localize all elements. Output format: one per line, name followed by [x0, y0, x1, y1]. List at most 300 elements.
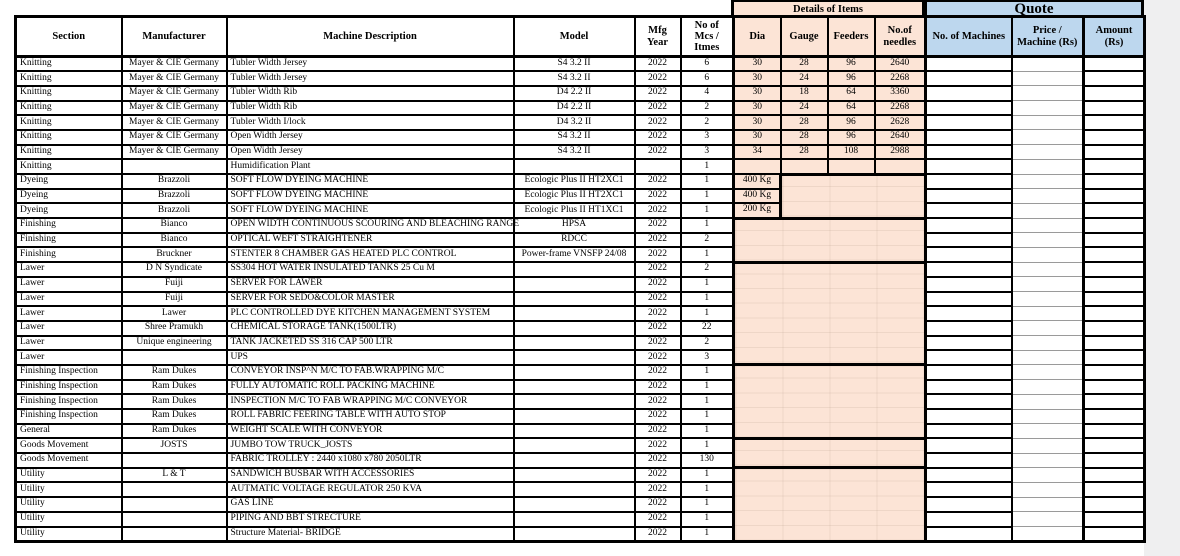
cell-model[interactable] [514, 424, 635, 439]
details-merged-region[interactable] [734, 218, 926, 262]
cell-gauge[interactable] [781, 159, 828, 174]
details-of-items-band[interactable] [731, 0, 924, 16]
cell-qty[interactable]: 1 [681, 174, 734, 189]
cell-no-of-machines[interactable] [926, 189, 1012, 204]
cell-mfg-year[interactable]: 2022 [635, 380, 681, 395]
cell-machine-description[interactable]: Open Width Jersey [227, 130, 514, 145]
cell-no-of-machines[interactable] [926, 277, 1012, 292]
cell-amount[interactable] [1084, 453, 1145, 468]
cell-mfg-year[interactable]: 2022 [635, 277, 681, 292]
cell-dia[interactable] [734, 159, 781, 174]
cell-gauge[interactable]: 24 [781, 101, 828, 116]
cell-price-per-machine[interactable] [1012, 262, 1084, 277]
cell-model[interactable]: S4 3.2 II [514, 145, 635, 160]
cell-no-of-machines[interactable] [926, 350, 1012, 365]
cell-section[interactable]: Knitting [16, 86, 122, 101]
cell-amount[interactable] [1084, 527, 1145, 542]
cell-no-of-machines[interactable] [926, 159, 1012, 174]
cell-model[interactable] [514, 482, 635, 497]
cell-model[interactable] [514, 527, 635, 542]
cell-amount[interactable] [1084, 189, 1145, 204]
cell-model[interactable]: HPSA [514, 218, 635, 233]
cell-price-per-machine[interactable] [1012, 350, 1084, 365]
cell-manufacturer[interactable] [122, 512, 227, 527]
cell-model[interactable]: D4 2.2 II [514, 86, 635, 101]
cell-model[interactable] [514, 365, 635, 380]
cell-manufacturer[interactable] [122, 527, 227, 542]
cell-manufacturer[interactable]: Mayer & CIE Germany [122, 71, 227, 86]
cell-amount[interactable] [1084, 438, 1145, 453]
cell-qty[interactable]: 1 [681, 247, 734, 262]
cell-mfg-year[interactable]: 2022 [635, 292, 681, 307]
cell-machine-description[interactable]: UPS [227, 350, 514, 365]
cell-section[interactable]: Dyeing [16, 203, 122, 218]
cell-section[interactable]: Knitting [16, 115, 122, 130]
cell-price-per-machine[interactable] [1012, 394, 1084, 409]
details-merged-region[interactable] [734, 468, 926, 541]
cell-amount[interactable] [1084, 292, 1145, 307]
cell-machine-description[interactable]: Tubler Width Jersey [227, 71, 514, 86]
cell-qty[interactable]: 6 [681, 57, 734, 72]
col-header-no-of-machines[interactable]: No. of Machines [926, 17, 1012, 57]
cell-section[interactable]: Goods Movement [16, 438, 122, 453]
cell-dia[interactable]: 34 [734, 145, 781, 160]
cell-machine-description[interactable]: STENTER 8 CHAMBER GAS HEATED PLC CONTROL [227, 247, 514, 262]
cell-machine-description[interactable]: Tubler Width Jersey [227, 57, 514, 72]
cell-mfg-year[interactable]: 2022 [635, 115, 681, 130]
cell-qty[interactable]: 1 [681, 306, 734, 321]
cell-needles[interactable]: 2640 [875, 130, 926, 145]
cell-section[interactable]: Lawer [16, 262, 122, 277]
cell-model[interactable] [514, 438, 635, 453]
cell-machine-description[interactable]: TANK JACKETED SS 316 CAP 500 LTR [227, 336, 514, 351]
cell-manufacturer[interactable]: Brazzoli [122, 174, 227, 189]
cell-section[interactable]: Lawer [16, 292, 122, 307]
cell-no-of-machines[interactable] [926, 497, 1012, 512]
cell-qty[interactable]: 4 [681, 86, 734, 101]
cell-model[interactable] [514, 497, 635, 512]
cell-no-of-machines[interactable] [926, 527, 1012, 542]
cell-manufacturer[interactable]: Bianco [122, 233, 227, 248]
cell-mfg-year[interactable]: 2022 [635, 262, 681, 277]
col-header-amount[interactable]: Amount (Rs) [1084, 17, 1145, 57]
cell-mfg-year[interactable]: 2022 [635, 365, 681, 380]
cell-qty[interactable]: 1 [681, 159, 734, 174]
cell-price-per-machine[interactable] [1012, 482, 1084, 497]
cell-price-per-machine[interactable] [1012, 233, 1084, 248]
cell-price-per-machine[interactable] [1012, 497, 1084, 512]
cell-mfg-year[interactable]: 2022 [635, 247, 681, 262]
cell-section[interactable]: Utility [16, 482, 122, 497]
cell-machine-description[interactable]: AUTMATIC VOLTAGE REGULATOR 250 KVA [227, 482, 514, 497]
cell-machine-description[interactable]: SOFT FLOW DYEING MACHINE [227, 189, 514, 204]
cell-qty[interactable]: 1 [681, 277, 734, 292]
cell-model[interactable] [514, 394, 635, 409]
col-header-no-of-mcs[interactable]: No of Mcs / Itmes [681, 17, 734, 57]
cell-qty[interactable]: 1 [681, 438, 734, 453]
cell-section[interactable]: Goods Movement [16, 453, 122, 468]
cell-price-per-machine[interactable] [1012, 130, 1084, 145]
col-header-dia[interactable]: Dia [734, 17, 781, 57]
cell-model[interactable]: D4 2.2 II [514, 101, 635, 116]
cell-no-of-machines[interactable] [926, 115, 1012, 130]
cell-amount[interactable] [1084, 350, 1145, 365]
cell-qty[interactable]: 2 [681, 101, 734, 116]
cell-machine-description[interactable]: OPTICAL WEFT STRAIGHTENER [227, 233, 514, 248]
cell-manufacturer[interactable]: Mayer & CIE Germany [122, 86, 227, 101]
cell-mfg-year[interactable]: 2022 [635, 424, 681, 439]
cell-mfg-year[interactable] [635, 159, 681, 174]
cell-mfg-year[interactable]: 2022 [635, 497, 681, 512]
cell-price-per-machine[interactable] [1012, 468, 1084, 483]
cell-no-of-machines[interactable] [926, 233, 1012, 248]
cell-mfg-year[interactable]: 2022 [635, 101, 681, 116]
cell-price-per-machine[interactable] [1012, 424, 1084, 439]
cell-dia[interactable]: 400 Kg [734, 189, 781, 204]
cell-section[interactable]: Finishing Inspection [16, 365, 122, 380]
cell-mfg-year[interactable]: 2022 [635, 409, 681, 424]
cell-section[interactable]: Knitting [16, 130, 122, 145]
cell-machine-description[interactable]: FULLY AUTOMATIC ROLL PACKING MACHINE [227, 380, 514, 395]
cell-amount[interactable] [1084, 262, 1145, 277]
cell-manufacturer[interactable]: Unique engineering [122, 336, 227, 351]
cell-machine-description[interactable]: CHEMICAL STORAGE TANK(1500LTR) [227, 321, 514, 336]
cell-mfg-year[interactable]: 2022 [635, 453, 681, 468]
cell-qty[interactable]: 1 [681, 482, 734, 497]
cell-model[interactable]: D4 3.2 II [514, 115, 635, 130]
cell-mfg-year[interactable]: 2022 [635, 130, 681, 145]
col-header-price-per-machine[interactable]: Price / Machine (Rs) [1012, 17, 1084, 57]
cell-manufacturer[interactable]: Shree Pramukh [122, 321, 227, 336]
cell-no-of-machines[interactable] [926, 218, 1012, 233]
cell-machine-description[interactable]: Structure Material- BRIDGE [227, 527, 514, 542]
cell-gauge[interactable]: 28 [781, 145, 828, 160]
cell-no-of-machines[interactable] [926, 438, 1012, 453]
cell-section[interactable]: Finishing [16, 218, 122, 233]
cell-no-of-machines[interactable] [926, 174, 1012, 189]
cell-mfg-year[interactable]: 2022 [635, 350, 681, 365]
cell-price-per-machine[interactable] [1012, 145, 1084, 160]
cell-no-of-machines[interactable] [926, 424, 1012, 439]
cell-dia[interactable]: 30 [734, 115, 781, 130]
cell-price-per-machine[interactable] [1012, 292, 1084, 307]
cell-price-per-machine[interactable] [1012, 380, 1084, 395]
cell-manufacturer[interactable]: Ram Dukes [122, 365, 227, 380]
cell-mfg-year[interactable]: 2022 [635, 218, 681, 233]
cell-qty[interactable]: 22 [681, 321, 734, 336]
cell-qty[interactable]: 2 [681, 115, 734, 130]
cell-section[interactable]: Dyeing [16, 174, 122, 189]
cell-qty[interactable]: 1 [681, 218, 734, 233]
cell-feeders[interactable]: 96 [828, 115, 875, 130]
cell-model[interactable]: S4 3.2 II [514, 71, 635, 86]
cell-section[interactable]: Knitting [16, 159, 122, 174]
cell-amount[interactable] [1084, 380, 1145, 395]
cell-machine-description[interactable]: Tubler Width Rib [227, 101, 514, 116]
cell-qty[interactable]: 1 [681, 512, 734, 527]
cell-price-per-machine[interactable] [1012, 336, 1084, 351]
cell-qty[interactable]: 3 [681, 130, 734, 145]
cell-section[interactable]: Utility [16, 527, 122, 542]
cell-amount[interactable] [1084, 130, 1145, 145]
cell-price-per-machine[interactable] [1012, 438, 1084, 453]
cell-no-of-machines[interactable] [926, 57, 1012, 72]
cell-manufacturer[interactable] [122, 159, 227, 174]
cell-model[interactable] [514, 321, 635, 336]
cell-model[interactable]: RDCC [514, 233, 635, 248]
cell-no-of-machines[interactable] [926, 262, 1012, 277]
cell-machine-description[interactable]: PLC CONTROLLED DYE KITCHEN MANAGEMENT SYSTEM [227, 306, 514, 321]
cell-no-of-machines[interactable] [926, 86, 1012, 101]
cell-model[interactable] [514, 336, 635, 351]
cell-qty[interactable]: 1 [681, 380, 734, 395]
cell-mfg-year[interactable]: 2022 [635, 233, 681, 248]
cell-manufacturer[interactable] [122, 482, 227, 497]
cell-model[interactable] [514, 262, 635, 277]
cell-feeders[interactable]: 96 [828, 71, 875, 86]
cell-machine-description[interactable]: SOFT FLOW DYEING MACHINE [227, 203, 514, 218]
cell-qty[interactable]: 2 [681, 336, 734, 351]
details-merged-region[interactable] [734, 262, 926, 365]
cell-model[interactable] [514, 350, 635, 365]
details-merged-region[interactable] [734, 365, 926, 438]
cell-amount[interactable] [1084, 394, 1145, 409]
cell-mfg-year[interactable]: 2022 [635, 86, 681, 101]
cell-mfg-year[interactable]: 2022 [635, 512, 681, 527]
cell-price-per-machine[interactable] [1012, 409, 1084, 424]
cell-amount[interactable] [1084, 424, 1145, 439]
cell-machine-description[interactable]: Tubler Width Rib [227, 86, 514, 101]
cell-model[interactable]: Ecologic Plus II HT1XC1 [514, 203, 635, 218]
cell-section[interactable]: Lawer [16, 321, 122, 336]
cell-section[interactable]: Knitting [16, 71, 122, 86]
col-header-manufacturer[interactable]: Manufacturer [122, 17, 227, 57]
cell-amount[interactable] [1084, 468, 1145, 483]
cell-mfg-year[interactable]: 2022 [635, 394, 681, 409]
cell-machine-description[interactable]: ROLL FABRIC FEERING TABLE WITH AUTO STOP [227, 409, 514, 424]
cell-machine-description[interactable]: INSPECTION M/C TO FAB WRAPPING M/C CONVEYOR [227, 394, 514, 409]
cell-qty[interactable]: 1 [681, 424, 734, 439]
cell-machine-description[interactable]: SERVER FOR SEDO&COLOR MASTER [227, 292, 514, 307]
cell-manufacturer[interactable]: Bianco [122, 218, 227, 233]
cell-section[interactable]: Finishing Inspection [16, 409, 122, 424]
cell-manufacturer[interactable] [122, 453, 227, 468]
cell-amount[interactable] [1084, 145, 1145, 160]
cell-no-of-machines[interactable] [926, 130, 1012, 145]
cell-price-per-machine[interactable] [1012, 365, 1084, 380]
cell-machine-description[interactable]: Humidification Plant [227, 159, 514, 174]
cell-price-per-machine[interactable] [1012, 247, 1084, 262]
cell-feeders[interactable]: 96 [828, 130, 875, 145]
cell-section[interactable]: Knitting [16, 145, 122, 160]
cell-amount[interactable] [1084, 306, 1145, 321]
cell-model[interactable]: S4 3.2 II [514, 130, 635, 145]
cell-manufacturer[interactable] [122, 497, 227, 512]
cell-manufacturer[interactable]: D N Syndicate [122, 262, 227, 277]
cell-manufacturer[interactable]: Ram Dukes [122, 424, 227, 439]
cell-amount[interactable] [1084, 277, 1145, 292]
cell-amount[interactable] [1084, 203, 1145, 218]
cell-model[interactable] [514, 453, 635, 468]
cell-manufacturer[interactable]: JOSTS [122, 438, 227, 453]
cell-manufacturer[interactable]: Ram Dukes [122, 380, 227, 395]
cell-mfg-year[interactable]: 2022 [635, 306, 681, 321]
cell-manufacturer[interactable]: Mayer & CIE Germany [122, 145, 227, 160]
cell-no-of-machines[interactable] [926, 203, 1012, 218]
cell-needles[interactable] [875, 159, 926, 174]
cell-section[interactable]: Finishing Inspection [16, 394, 122, 409]
cell-section[interactable]: Knitting [16, 57, 122, 72]
cell-price-per-machine[interactable] [1012, 277, 1084, 292]
cell-amount[interactable] [1084, 512, 1145, 527]
cell-amount[interactable] [1084, 57, 1145, 72]
cell-amount[interactable] [1084, 115, 1145, 130]
cell-machine-description[interactable]: CONVEYOR INSP^N M/C TO FAB.WRAPPING M/C [227, 365, 514, 380]
cell-mfg-year[interactable]: 2022 [635, 145, 681, 160]
cell-dia[interactable]: 30 [734, 71, 781, 86]
cell-no-of-machines[interactable] [926, 306, 1012, 321]
cell-model[interactable]: S4 3.2 II [514, 57, 635, 72]
cell-machine-description[interactable]: Tubler Width I/lock [227, 115, 514, 130]
cell-section[interactable]: Lawer [16, 336, 122, 351]
cell-qty[interactable]: 2 [681, 262, 734, 277]
cell-qty[interactable]: 1 [681, 189, 734, 204]
cell-qty[interactable]: 3 [681, 350, 734, 365]
cell-manufacturer[interactable] [122, 350, 227, 365]
cell-manufacturer[interactable]: Fuiji [122, 292, 227, 307]
cell-manufacturer[interactable]: Bruckner [122, 247, 227, 262]
cell-amount[interactable] [1084, 218, 1145, 233]
cell-mfg-year[interactable]: 2022 [635, 468, 681, 483]
cell-qty[interactable]: 1 [681, 497, 734, 512]
cell-needles[interactable]: 2268 [875, 101, 926, 116]
cell-price-per-machine[interactable] [1012, 57, 1084, 72]
cell-no-of-machines[interactable] [926, 394, 1012, 409]
cell-needles[interactable]: 2640 [875, 57, 926, 72]
cell-manufacturer[interactable]: Ram Dukes [122, 394, 227, 409]
cell-model[interactable] [514, 277, 635, 292]
cell-price-per-machine[interactable] [1012, 86, 1084, 101]
cell-amount[interactable] [1084, 86, 1145, 101]
cell-mfg-year[interactable]: 2022 [635, 336, 681, 351]
cell-qty[interactable]: 130 [681, 453, 734, 468]
cell-gauge[interactable]: 18 [781, 86, 828, 101]
cell-no-of-machines[interactable] [926, 101, 1012, 116]
cell-section[interactable]: Utility [16, 468, 122, 483]
cell-price-per-machine[interactable] [1012, 101, 1084, 116]
cell-machine-description[interactable]: SS304 HOT WATER INSULATED TANKS 25 Cu M [227, 262, 514, 277]
cell-section[interactable]: Utility [16, 512, 122, 527]
cell-amount[interactable] [1084, 71, 1145, 86]
cell-no-of-machines[interactable] [926, 336, 1012, 351]
cell-needles[interactable]: 2628 [875, 115, 926, 130]
details-merged-region[interactable] [781, 174, 926, 218]
cell-amount[interactable] [1084, 321, 1145, 336]
cell-no-of-machines[interactable] [926, 321, 1012, 336]
cell-gauge[interactable]: 28 [781, 130, 828, 145]
cell-machine-description[interactable]: FABRIC TROLLEY : 2440 x1080 x780 2050LTR [227, 453, 514, 468]
cell-qty[interactable]: 3 [681, 145, 734, 160]
cell-needles[interactable]: 2268 [875, 71, 926, 86]
cell-price-per-machine[interactable] [1012, 203, 1084, 218]
cell-model[interactable]: Ecologic Plus II HT2XC1 [514, 174, 635, 189]
col-header-no-of-needles[interactable]: No.of needles [875, 17, 926, 57]
cell-dia[interactable]: 200 Kg [734, 203, 781, 218]
cell-no-of-machines[interactable] [926, 247, 1012, 262]
cell-mfg-year[interactable]: 2022 [635, 203, 681, 218]
cell-section[interactable]: Lawer [16, 306, 122, 321]
cell-amount[interactable] [1084, 482, 1145, 497]
cell-manufacturer[interactable]: Lawer [122, 306, 227, 321]
cell-machine-description[interactable]: GAS LINE [227, 497, 514, 512]
cell-manufacturer[interactable]: Ram Dukes [122, 409, 227, 424]
cell-price-per-machine[interactable] [1012, 527, 1084, 542]
cell-price-per-machine[interactable] [1012, 306, 1084, 321]
cell-qty[interactable]: 1 [681, 394, 734, 409]
cell-section[interactable]: Lawer [16, 350, 122, 365]
cell-feeders[interactable]: 108 [828, 145, 875, 160]
cell-qty[interactable]: 1 [681, 527, 734, 542]
cell-model[interactable] [514, 159, 635, 174]
cell-section[interactable]: Utility [16, 497, 122, 512]
cell-model[interactable] [514, 512, 635, 527]
cell-section[interactable]: General [16, 424, 122, 439]
cell-price-per-machine[interactable] [1012, 453, 1084, 468]
cell-manufacturer[interactable]: L & T [122, 468, 227, 483]
quote-band[interactable] [924, 0, 1144, 16]
cell-machine-description[interactable]: PIPING AND BBT STRECTURE [227, 512, 514, 527]
cell-gauge[interactable]: 24 [781, 71, 828, 86]
cell-model[interactable] [514, 409, 635, 424]
cell-qty[interactable]: 1 [681, 203, 734, 218]
cell-machine-description[interactable]: OPEN WIDTH CONTINUOUS SCOURING AND BLEACHING RANGE [227, 218, 514, 233]
cell-no-of-machines[interactable] [926, 409, 1012, 424]
cell-machine-description[interactable]: SOFT FLOW DYEING MACHINE [227, 174, 514, 189]
col-header-model[interactable]: Model [514, 17, 635, 57]
cell-amount[interactable] [1084, 174, 1145, 189]
cell-no-of-machines[interactable] [926, 145, 1012, 160]
cell-amount[interactable] [1084, 336, 1145, 351]
cell-section[interactable]: Lawer [16, 277, 122, 292]
cell-qty[interactable]: 1 [681, 292, 734, 307]
cell-machine-description[interactable]: SERVER FOR LAWER [227, 277, 514, 292]
cell-gauge[interactable]: 28 [781, 57, 828, 72]
cell-section[interactable]: Dyeing [16, 189, 122, 204]
cell-needles[interactable]: 2988 [875, 145, 926, 160]
cell-mfg-year[interactable]: 2022 [635, 57, 681, 72]
cell-amount[interactable] [1084, 101, 1145, 116]
cell-no-of-machines[interactable] [926, 453, 1012, 468]
col-header-feeders[interactable]: Feeders [828, 17, 875, 57]
cell-mfg-year[interactable]: 2022 [635, 189, 681, 204]
cell-section[interactable]: Finishing [16, 233, 122, 248]
cell-dia[interactable]: 30 [734, 130, 781, 145]
cell-machine-description[interactable]: JUMBO TOW TRUCK_JOSTS [227, 438, 514, 453]
cell-manufacturer[interactable]: Brazzoli [122, 203, 227, 218]
details-merged-region[interactable] [734, 438, 926, 467]
cell-feeders[interactable]: 64 [828, 86, 875, 101]
cell-amount[interactable] [1084, 409, 1145, 424]
cell-needles[interactable]: 3360 [875, 86, 926, 101]
cell-section[interactable]: Knitting [16, 101, 122, 116]
col-header-gauge[interactable]: Gauge [781, 17, 828, 57]
cell-mfg-year[interactable]: 2022 [635, 527, 681, 542]
col-header-machine-description[interactable]: Machine Description [227, 17, 514, 57]
cell-mfg-year[interactable]: 2022 [635, 482, 681, 497]
cell-mfg-year[interactable]: 2022 [635, 438, 681, 453]
col-header-mfg-year[interactable]: Mfg Year [635, 17, 681, 57]
cell-feeders[interactable] [828, 159, 875, 174]
